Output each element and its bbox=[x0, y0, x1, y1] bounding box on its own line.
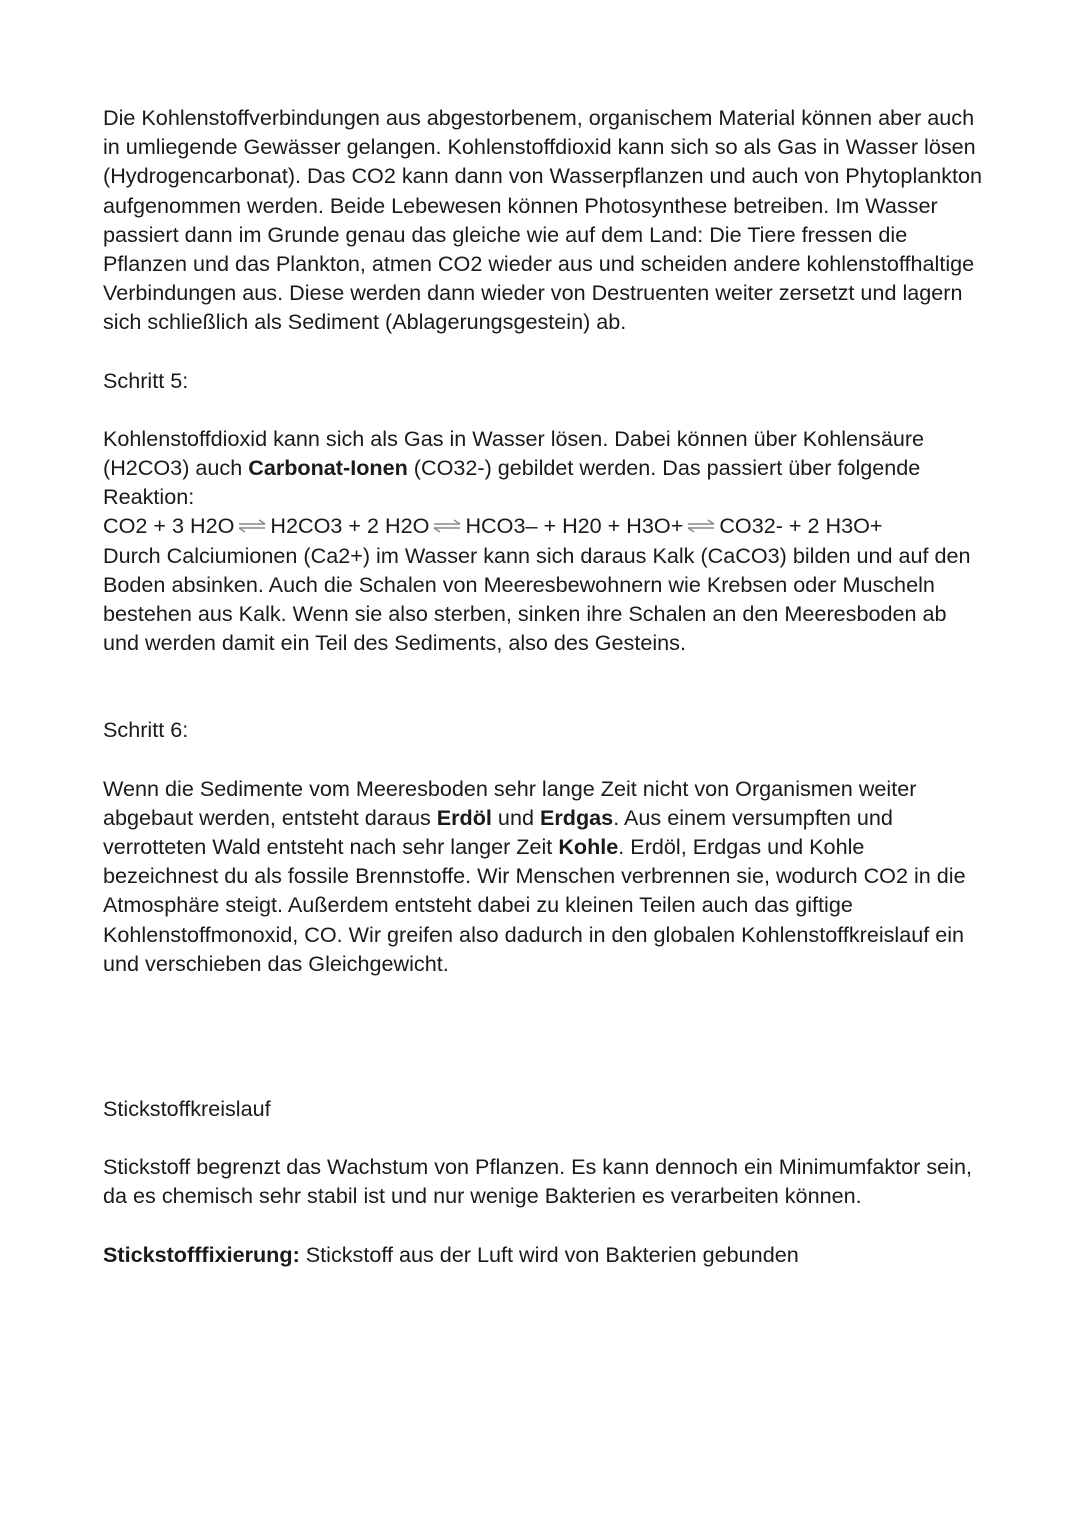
equilibrium-arrow-icon bbox=[687, 519, 715, 533]
step6-text-1: Wenn die Sedimente vom Meeresboden sehr lange Zeit nicht von Organismen weiter abgebaut werden, entsteht daraus bbox=[103, 775, 917, 830]
step6-text-3: . Aus einem versumpften und verrotteten Wald entsteht nach sehr langer Zeit bbox=[103, 804, 893, 860]
equilibrium-arrow-icon bbox=[433, 519, 461, 533]
kohle-term: Kohle bbox=[558, 834, 619, 860]
step6-text-4: . Erdöl, Erdgas und Kohle bezeichnest du als fossile Brennstoffe. Wir Menschen verbrennen sie, wodurch CO2 in die Atmosphäre steigt. Außerdem entsteht dabei zu kleinen Teilen auch das giftige Kohlenstoffmonoxid, CO. Wir greifen also dadurch in den globalen Kohlenstoffkreislauf ein und verschieben das Gleichgewicht. bbox=[103, 834, 966, 976]
erdgas-term: Erdgas bbox=[539, 804, 614, 830]
carbonat-ionen-term: Carbonat-Ionen bbox=[248, 455, 408, 481]
intro-paragraph: Die Kohlenstoffverbindungen aus abgestorbenem, organischem Material können aber auch in umliegende Gewässer gelangen. Kohlenstoffdioxid kann sich so als Gas in Wasser lösen (Hydrogencarbonat). Das CO2 kann dann von Wasserpflanzen und auch von Phytoplankton aufgenommen werden. Beide Lebewesen können Photosynthese betreiben. Im Wasser passiert dann im Grunde genau das gleiche wie auf dem Land: Die Tiere fressen die Pflanzen und das Plankton, atmen CO2 wieder aus und scheiden andere kohlenstoffhaltige Verbindungen aus. Diese werden dann wieder von Destruenten weiter zersetzt und lagern sich schließlich als Sediment (Ablagerungsgestein) ab. bbox=[103, 105, 983, 335]
nitrogen-fixation-line bbox=[103, 1240, 983, 1269]
fixation-term: Stickstofffixierung: bbox=[103, 1241, 300, 1267]
step5-heading: Schritt 5: bbox=[103, 367, 189, 393]
eq-term-1: CO2 + 3 H2O bbox=[103, 513, 235, 539]
erdoel-term: Erdöl bbox=[436, 804, 492, 830]
eq-term-3: HCO3– + H20 + H3O+ bbox=[465, 513, 684, 539]
reaction-equation bbox=[103, 511, 983, 540]
step5-text-a: Kohlenstoffdioxid kann sich als Gas in Wasser lösen. Dabei können über Kohlensäure (H2CO3) auch bbox=[103, 425, 925, 481]
step6-text-2: und bbox=[491, 804, 540, 830]
document-page bbox=[103, 103, 983, 1269]
eq-term-4: CO32- + 2 H3O+ bbox=[719, 513, 883, 539]
equilibrium-arrow-icon bbox=[238, 519, 266, 533]
eq-term-2: H2CO3 + 2 H2O bbox=[270, 513, 430, 539]
step5-text-b: (CO32-) gebildet werden. Das passiert über folgende Reaktion: bbox=[103, 455, 921, 510]
step5-paragraph-2: Durch Calciumionen (Ca2+) im Wasser kann sich daraus Kalk (CaCO3) bilden und auf den Boden absinken. Auch die Schalen von Meeresbewohnern wie Krebsen oder Muscheln bestehen aus Kalk. Wenn sie also sterben, sinken ihre Schalen an den Meeresboden ab und werden damit ein Teil des Sediments, also des Gesteins. bbox=[103, 542, 971, 656]
step5-paragraph bbox=[103, 424, 983, 512]
nitrogen-heading: Stickstoffkreislauf bbox=[103, 1096, 271, 1122]
nitrogen-paragraph: Stickstoff begrenzt das Wachstum von Pflanzen. Es kann dennoch ein Minimumfaktor sein, da es chemisch sehr stabil ist und nur wenige Bakterien es verarbeiten können. bbox=[103, 1154, 972, 1209]
fixation-text: Stickstoff aus der Luft wird von Bakterien gebunden bbox=[299, 1241, 799, 1267]
step6-heading: Schritt 6: bbox=[103, 717, 189, 743]
step6-paragraph bbox=[103, 774, 983, 978]
